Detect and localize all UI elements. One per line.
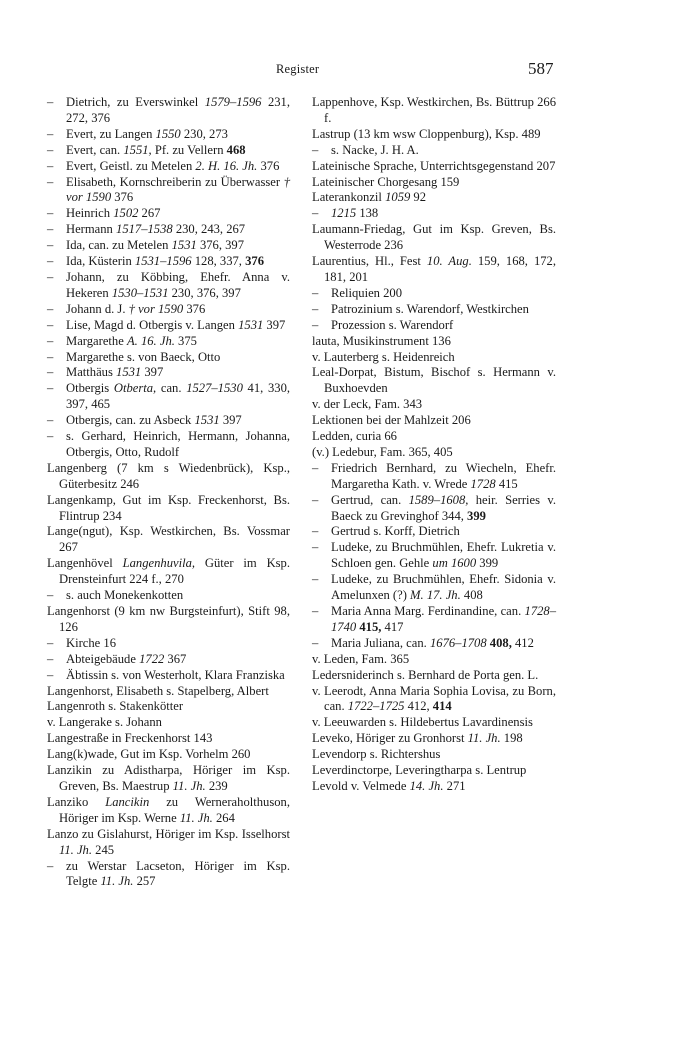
subentry-dash: – bbox=[312, 572, 319, 587]
index-entry: Ledden, curia 66 bbox=[312, 429, 397, 444]
index-entry: Leverdinctorpe, Leveringtharpa s. Lentrup bbox=[312, 763, 527, 778]
subentry-dash: – bbox=[47, 126, 54, 141]
subentry-dash: – bbox=[312, 524, 319, 539]
index-entry: Lanziko Lancikin zu Werneraholthuson, Höriger im Ksp. Werne 11. Jh. 264 bbox=[47, 794, 290, 825]
subentry-dash: – bbox=[47, 142, 54, 157]
subentry-dash: – bbox=[312, 604, 319, 618]
index-subentry: – s. Gerhard, Heinrich, Hermann, Johanna, Otbergis, Otto, Rudolf bbox=[47, 429, 290, 459]
index-subentry: – Maria Juliana, can. 1676–1708 408, 412 bbox=[312, 635, 534, 650]
index-entry: (v.) Ledebur, Fam. 365, 405 bbox=[312, 444, 453, 459]
index-entry: v. Lauterberg s. Heidenreich bbox=[312, 349, 455, 364]
index-entry: Lektionen bei der Mahlzeit 206 bbox=[312, 413, 471, 428]
index-subentry: – Ludeke, zu Bruchmühlen, Ehefr. Sidonia v. Amelunxen (?) M. 17. Jh. 408 bbox=[312, 572, 556, 603]
index-subentry: – Margarethe s. von Baeck, Otto bbox=[47, 349, 221, 364]
subentry-dash: – bbox=[47, 301, 54, 316]
index-entry: Laurentius, Hl., Fest 10. Aug. 159, 168, 172, 181, 201 bbox=[312, 254, 556, 284]
subentry-dash: – bbox=[47, 349, 54, 364]
index-subentry: – Evert, zu Langen 1550 230, 273 bbox=[47, 126, 228, 141]
subentry-dash: – bbox=[312, 317, 319, 332]
subentry-dash: – bbox=[47, 429, 54, 444]
index-subentry: – Otbergis, can. zu Asbeck 1531 397 bbox=[47, 413, 242, 428]
index-entry: Leal-Dorpat, Bistum, Bischof s. Hermann v. Buxhoevden bbox=[312, 365, 556, 396]
index-entry: Lange(ngut), Ksp. Westkirchen, Bs. Vossmar 267 bbox=[47, 524, 290, 555]
index-entry: v. der Leck, Fam. 343 bbox=[312, 397, 423, 412]
index-entry: v. Leerodt, Anna Maria Sophia Lovisa, zu Born, can. 1722–1725 412, 414 bbox=[312, 683, 556, 714]
index-subentry: – Johann, zu Köbbing, Ehefr. Anna v. Hekeren 1530–1531 230, 376, 397 bbox=[47, 269, 290, 300]
index-entry: Leveko, Höriger zu Gronhorst 11. Jh. 198 bbox=[312, 731, 523, 746]
index-entry: Lappenhove, Ksp. Westkirchen, Bs. Büttrup 266 f. bbox=[312, 95, 556, 125]
subentry-dash: – bbox=[312, 492, 319, 507]
subentry-dash: – bbox=[47, 158, 54, 173]
index-subentry: – Evert, can. 1551, Pf. zu Vellern 468 bbox=[47, 142, 246, 157]
page-number: 587 bbox=[528, 59, 554, 78]
index-entry: Ledersniderinch s. Bernhard de Porta gen. L. bbox=[312, 667, 539, 682]
index-entry: Langenhorst (9 km nw Burgsteinfurt), Stift 98, 126 bbox=[47, 604, 290, 634]
index-entry: Langenkamp, Gut im Ksp. Freckenhorst, Bs. Flintrup 234 bbox=[47, 492, 290, 523]
subentry-dash: – bbox=[47, 333, 54, 348]
index-entry: Lateinische Sprache, Unterrichtsgegenstand 207 bbox=[312, 158, 556, 173]
subentry-dash: – bbox=[312, 540, 319, 555]
subentry-dash: – bbox=[47, 95, 54, 109]
subentry-dash: – bbox=[47, 254, 54, 269]
index-subentry: – Kirche 16 bbox=[47, 635, 117, 650]
index-subentry: – Hermann 1517–1538 230, 243, 267 bbox=[47, 222, 246, 237]
subentry-dash: – bbox=[312, 285, 319, 300]
index-subentry: – Johann d. J. † vor 1590 376 bbox=[47, 301, 206, 316]
index-entry: Lang(k)wade, Gut im Ksp. Vorhelm 260 bbox=[47, 747, 251, 762]
index-subentry: – Gertrud, can. 1589–1608, heir. Serries v. Baeck zu Grevinghof 344, 399 bbox=[312, 492, 556, 523]
subentry-dash: – bbox=[312, 635, 319, 650]
index-subentry: – Reliquien 200 bbox=[312, 285, 403, 300]
subentry-dash: – bbox=[47, 238, 54, 253]
index-subentry: – s. auch Monekenkotten bbox=[47, 588, 184, 603]
index-subentry: – Evert, Geistl. zu Metelen 2. H. 16. Jh. 376 bbox=[47, 158, 280, 173]
index-entry: Langenhorst, Elisabeth s. Stapelberg, Albert bbox=[47, 683, 269, 698]
index-entry: Laumann-Friedag, Gut im Ksp. Greven, Bs. Westerrode 236 bbox=[312, 222, 556, 253]
index-entry: v. Langerake s. Johann bbox=[47, 715, 162, 730]
index-subentry: – 1215 138 bbox=[312, 206, 379, 221]
index-entry: Levold v. Velmede 14. Jh. 271 bbox=[312, 778, 466, 793]
index-subentry: – Otbergis Otberta, can. 1527–1530 41, 330, 397, 465 bbox=[47, 381, 291, 412]
index-subentry: – Margarethe A. 16. Jh. 375 bbox=[47, 333, 197, 348]
index-subentry: – Dietrich, zu Everswinkel 1579–1596 231, 272, 376 bbox=[47, 95, 290, 125]
running-head bbox=[0, 59, 700, 84]
subentry-dash: – bbox=[312, 206, 319, 221]
index-subentry: – Friedrich Bernhard, zu Wiecheln, Ehefr. Margaretha Kath. v. Wrede 1728 415 bbox=[312, 460, 556, 491]
index-entry: v. Leden, Fam. 365 bbox=[312, 651, 410, 666]
index-entry: Langenberg (7 km s Wiedenbrück), Ksp., Güterbesitz 246 bbox=[47, 460, 290, 491]
subentry-dash: – bbox=[47, 365, 54, 380]
index-column-left bbox=[47, 95, 290, 890]
index-entry: Laterankonzil 1059 92 bbox=[312, 190, 427, 205]
subentry-dash: – bbox=[47, 174, 54, 189]
index-subentry: – Patrozinium s. Warendorf, Westkirchen bbox=[312, 301, 529, 316]
subentry-dash: – bbox=[312, 301, 319, 316]
index-subentry: – Matthäus 1531 397 bbox=[47, 365, 164, 380]
index-entry: Lanzikin zu Adistharpa, Höriger im Ksp. Greven, Bs. Maestrup 11. Jh. 239 bbox=[47, 763, 290, 793]
index-subentry: – Heinrich 1502 267 bbox=[47, 206, 161, 221]
subentry-dash: – bbox=[47, 635, 54, 650]
index-subentry: – s. Nacke, J. H. A. bbox=[312, 142, 419, 157]
index-entry: Langenroth s. Stakenkötter bbox=[47, 699, 184, 714]
index-entry: Lastrup (13 km wsw Cloppenburg), Ksp. 489 bbox=[312, 126, 541, 141]
index-subentry: – Abteigebäude 1722 367 bbox=[47, 651, 187, 666]
index-entry: Langenhövel Langenhuvila, Güter im Ksp. Drensteinfurt 224 f., 270 bbox=[47, 556, 291, 587]
index-entry: Lanzo zu Gislahurst, Höriger im Ksp. Isselhorst 11. Jh. 245 bbox=[47, 826, 290, 857]
subentry-dash: – bbox=[47, 667, 54, 682]
index-subentry: – Lise, Magd d. Otbergis v. Langen 1531 397 bbox=[47, 317, 286, 332]
subentry-dash: – bbox=[47, 381, 54, 396]
index-subentry: – Prozession s. Warendorf bbox=[312, 317, 454, 332]
subentry-dash: – bbox=[47, 317, 54, 332]
subentry-dash: – bbox=[47, 413, 54, 428]
subentry-dash: – bbox=[312, 142, 319, 157]
subentry-dash: – bbox=[47, 269, 54, 284]
index-subentry: – Elisabeth, Kornschreiberin zu Überwasser † vor 1590 376 bbox=[47, 174, 290, 205]
index-subentry: – Ida, can. zu Metelen 1531 376, 397 bbox=[47, 238, 245, 253]
subentry-dash: – bbox=[47, 588, 54, 603]
subentry-dash: – bbox=[47, 651, 54, 666]
index-subentry: – Ludeke, zu Bruchmühlen, Ehefr. Lukretia v. Schloen gen. Gehle um 1600 399 bbox=[312, 540, 556, 571]
index-subentry: – Gertrud s. Korff, Dietrich bbox=[312, 524, 460, 539]
index-entry: Langestraße in Freckenhorst 143 bbox=[47, 731, 213, 746]
index-entry: lauta, Musikinstrument 136 bbox=[312, 333, 451, 348]
index-entry: Lateinischer Chorgesang 159 bbox=[312, 174, 460, 189]
index-subentry: – Ida, Küsterin 1531–1596 128, 337, 376 bbox=[47, 254, 264, 269]
index-subentry: – Äbtissin s. von Westerholt, Klara Franziska bbox=[47, 667, 285, 682]
subentry-dash: – bbox=[312, 460, 319, 475]
subentry-dash: – bbox=[47, 222, 54, 237]
index-subentry: – zu Werstar Lacseton, Höriger im Ksp. Telgte 11. Jh. 257 bbox=[47, 858, 290, 889]
running-title: Register bbox=[276, 62, 320, 76]
index-entry: v. Leeuwarden s. Hildebertus Lavardinensis bbox=[312, 715, 533, 730]
subentry-dash: – bbox=[47, 206, 54, 221]
subentry-dash: – bbox=[47, 858, 54, 873]
index-entry: Levendorp s. Richtershus bbox=[312, 747, 441, 762]
index-subentry: – Maria Anna Marg. Ferdinandine, can. 1728–1740 415, 417 bbox=[312, 604, 556, 634]
index-column-right bbox=[312, 95, 556, 795]
